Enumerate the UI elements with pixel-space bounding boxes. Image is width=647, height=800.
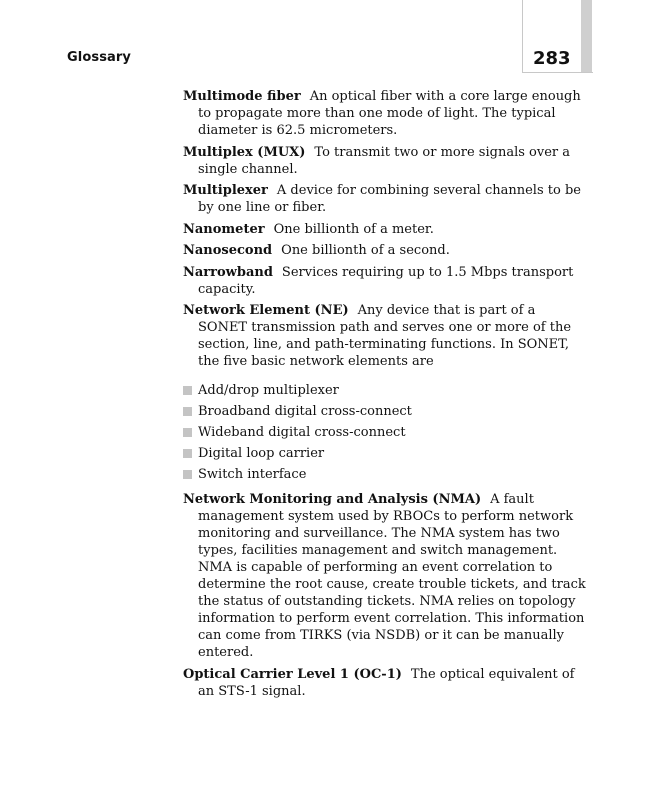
glossary-definition: Services requiring up to 1.5 Mbps transport capacity. <box>198 264 574 297</box>
page-edge-bar <box>581 0 592 72</box>
glossary-entry <box>183 88 588 139</box>
glossary-term: Narrowband <box>183 264 273 280</box>
glossary-definition: Any device that is part of a SONET transmission path and serves one or more of the section, line, and path-terminating functions. In SONET, the five basic network elements are <box>198 303 572 369</box>
glossary-definition: The optical equivalent of an STS-1 signal. <box>198 666 575 699</box>
glossary-term: Network Element (NE) <box>183 303 349 318</box>
glossary-entry <box>183 302 588 370</box>
glossary-definition: A device for combining several channels to be by one line or fiber. <box>198 183 581 215</box>
square-bullet-icon <box>183 449 192 458</box>
glossary-entry <box>183 144 588 178</box>
glossary-entry <box>183 221 588 238</box>
glossary-definition: An optical fiber with a core large enough to propagate more than one mode of light. The typical diameter is 62.5 micrometers. <box>198 89 581 138</box>
glossary-term: Nanosecond <box>183 243 273 258</box>
page-header-title: Glossary <box>67 50 131 65</box>
list-item <box>183 382 588 399</box>
square-bullet-icon <box>183 386 192 395</box>
glossary-term: Multiplexer <box>183 183 268 198</box>
list-item <box>183 445 588 462</box>
list-item <box>183 403 588 420</box>
square-bullet-icon <box>183 407 192 416</box>
network-element-list <box>183 382 588 483</box>
glossary-definition: One billionth of a second. <box>281 243 450 258</box>
glossary-term: Multimode fiber <box>183 89 301 104</box>
glossary-entry <box>183 491 588 661</box>
glossary-entry <box>183 666 588 700</box>
glossary-content <box>183 88 588 704</box>
glossary-term: Multiplex (MUX) <box>183 144 306 160</box>
glossary-term: Optical Carrier Level 1 (OC-1) <box>183 666 402 682</box>
list-item <box>183 424 588 441</box>
glossary-entry <box>183 264 588 298</box>
list-item-label: Broadband digital cross-connect <box>198 404 412 419</box>
list-item-label: Wideband digital cross-connect <box>198 425 406 440</box>
glossary-entry <box>183 242 588 259</box>
list-item-label: Switch interface <box>198 467 307 482</box>
square-bullet-icon <box>183 470 192 479</box>
list-item-label: Add/drop multiplexer <box>198 383 339 398</box>
page-number: 283 <box>533 48 571 69</box>
glossary-entry <box>183 182 588 216</box>
glossary-definition: To transmit two or more signals over a single channel. <box>198 144 570 177</box>
glossary-term: Network Monitoring and Analysis (NMA) <box>183 492 482 507</box>
glossary-definition: A fault management system used by RBOCs to perform network monitoring and surveillance. The NMA system has two types, facilities management and switch management. NMA is capable of performing an event correlation to determine the root cause, create trouble tickets, and track the status of outstanding tickets. NMA relies on topology information to perform event correlation. This information can come from TIRKS (via NSDB) or it can be manually entered. <box>198 492 586 660</box>
list-item-label: Digital loop carrier <box>198 446 325 461</box>
square-bullet-icon <box>183 428 192 437</box>
list-item <box>183 466 588 483</box>
glossary-term: Nanometer <box>183 221 265 237</box>
glossary-definition: One billionth of a meter. <box>273 221 434 237</box>
